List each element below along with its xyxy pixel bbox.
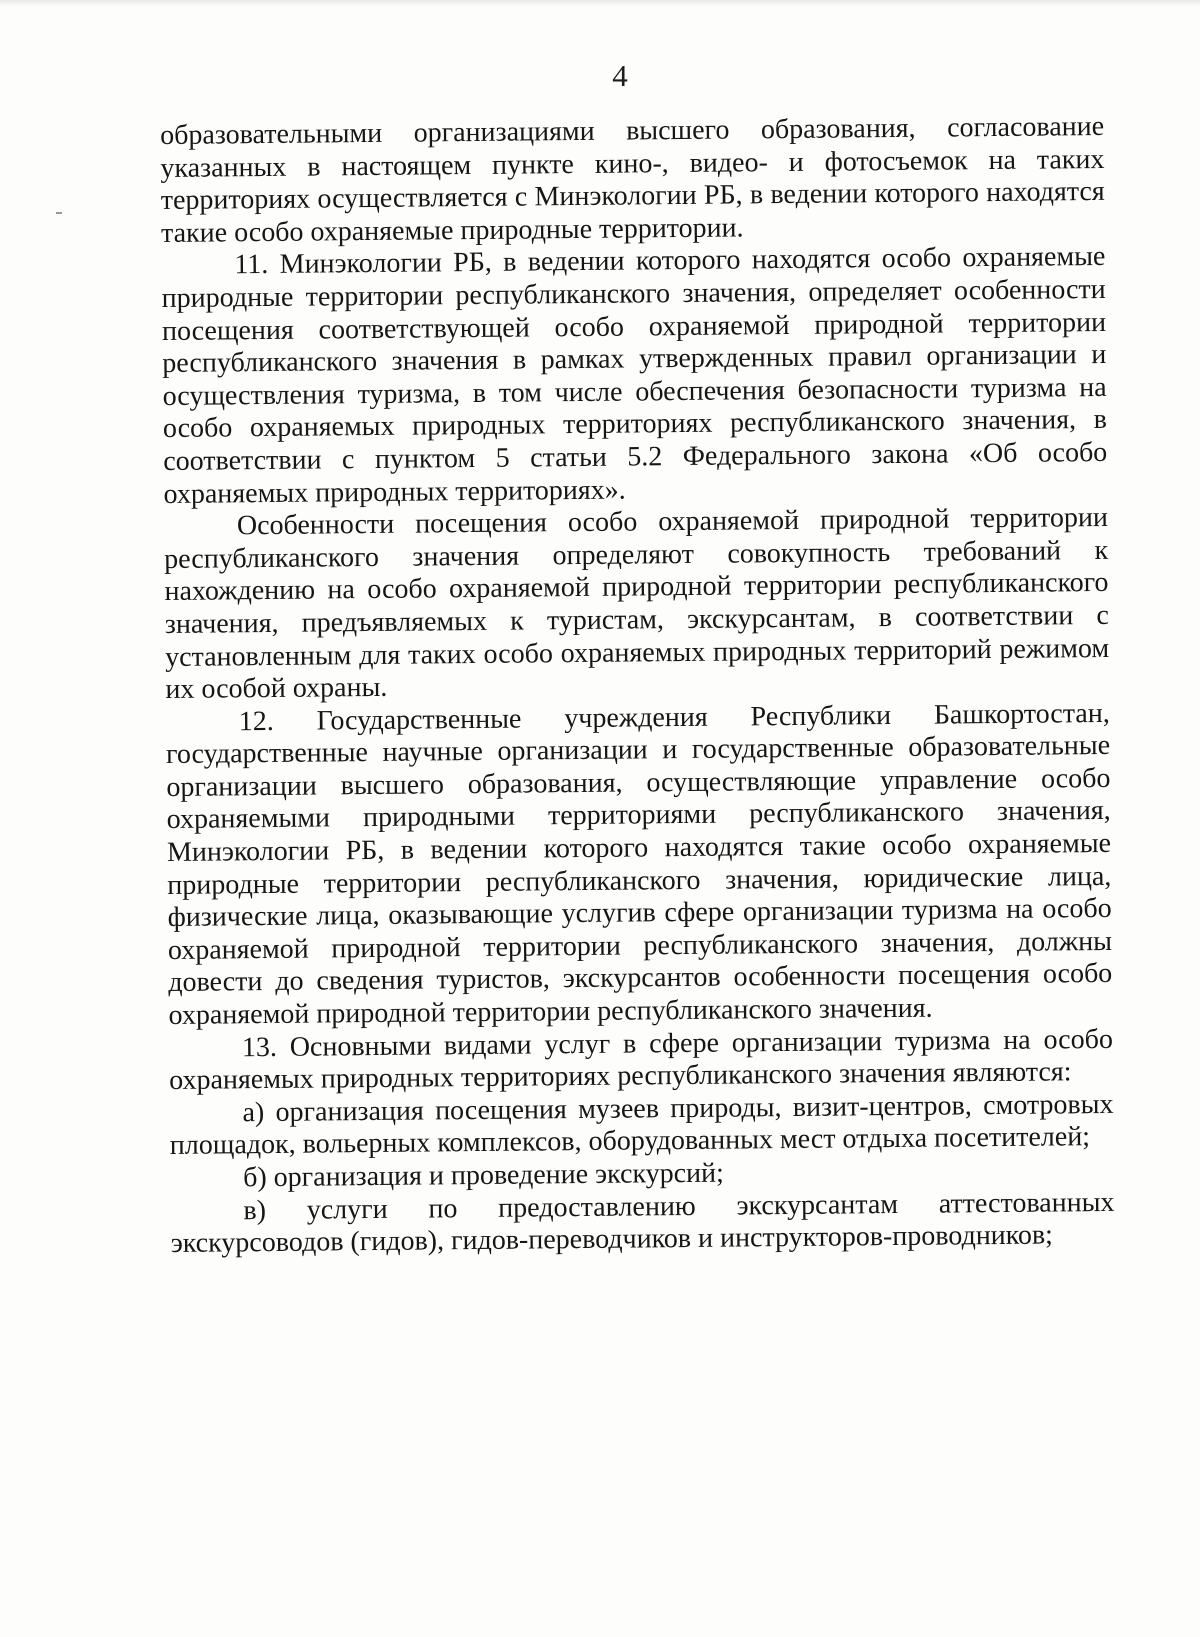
page-number: 4: [612, 58, 628, 93]
list-item-a: а) организация посещения музеев природы, визит-центров, смотровых площадок, вольерных комплексов, оборудованных мест отдыха посетителей;: [169, 1088, 1114, 1162]
document-body: [160, 111, 1115, 1261]
paragraph-item-12: 12. Государственные учреждения Республики Башкортостан, государственные научные организации и государственные образовательные организации высшего образования, осуществляющие управление особо охраняемыми природными территориями республиканского значения, Минэкологии РБ, в ведении которого находятся такие особо охраняемые природные территории республиканского значения, юридические лица, физические лица, оказывающие услугив сфере организации туризма на особо охраняемой природной территории республиканского значения, должны довести до сведения туристов, экскурсантов особенности посещения особо охраняемой природной территории республиканского значения.: [165, 697, 1113, 1031]
scan-top-shadow: [0, 0, 1200, 6]
paragraph-continuation: образовательными организациями высшего образования, согласование указанных в настоящем пункте кино-, видео- и фотосъемок на таких территориях осуществляется с Минэкологии РБ, в ведении которого находятся такие особо охраняемые природные территории.: [160, 110, 1105, 249]
paragraph-item-13: 13. Основными видами услуг в сфере организации туризма на особо охраняемых природных территориях республиканского значения являются:: [169, 1023, 1114, 1097]
paragraph-visit-features: Особенности посещения особо охраняемой природной территории республиканского значения определяют совокупность требований к нахождению на особо охраняемой природной территории республиканского значения, предъявляемых к туристам, экскурсантам, в соответствии с установленным для таких особо охраняемых природных территорий режимом их особой охраны.: [164, 502, 1110, 706]
list-item-v: в) услуги по предоставлению экскурсантам аттестованных экскурсоводов (гидов), гидов-переводчиков и инструкторов-проводников;: [170, 1186, 1115, 1260]
list-item-b: б) организация и проведение экскурсий;: [243, 1157, 724, 1194]
paragraph-item-11: 11. Минэкологии РБ, в ведении которого находятся особо охраняемые природные территории республиканского значения, определяет особенности посещения соответствующей особо охраняемой природной территории республиканского значения в рамках утвержденных правил организации и осуществления туризма, в том числе обеспечения безопасности туризма на особо охраняемых природных территориях республиканского значения, в соответствии с пунктом 5 статьи 5.2 Федерального закона «Об особо охраняемых природных территориях».: [161, 241, 1108, 510]
scan-speck: [56, 212, 62, 214]
